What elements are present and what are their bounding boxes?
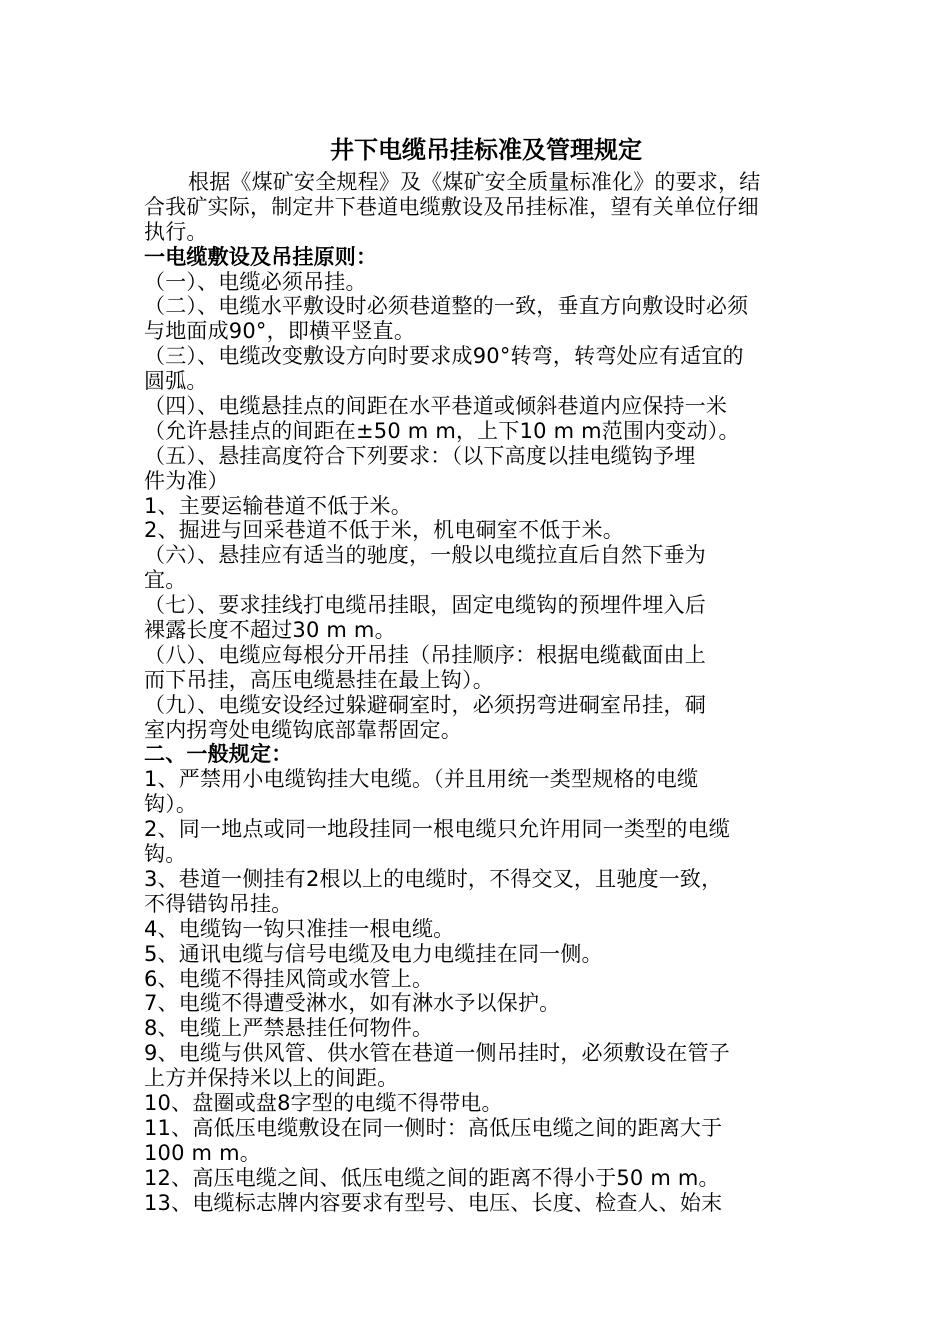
text-line: 钩。 (144, 842, 187, 867)
text-line: （八）、电缆应每根分开吊挂（吊挂顺序：根据电缆截面由上 (144, 642, 706, 667)
document-body (144, 170, 812, 1215)
text-line: 与地面成90°，即横平竖直。 (144, 319, 416, 344)
text-line: 4、电缆钩一钩只准挂一根电缆。 (144, 916, 455, 941)
text-line: 3、巷道一侧挂有2根以上的电缆时，不得交叉，且驰度一致， (144, 866, 723, 891)
text-line: 9、电缆与供风管、供水管在巷道一侧吊挂时，必须敷设在管子 (144, 1041, 730, 1066)
text-line: （五）、悬挂高度符合下列要求：（以下高度以挂电缆钩予埋 (144, 443, 696, 468)
section-heading: 一电缆敷设及吊挂原则： (144, 244, 378, 269)
text-line: （二）、电缆水平敷设时必须巷道整的一致，垂直方向敷设时必须 (144, 294, 749, 319)
text-line: 2、同一地点或同一地段挂同一根电缆只允许用同一类型的电缆 (144, 817, 730, 842)
text-line: 13、电缆标志牌内容要求有型号、电压、长度、检查人、始末 (144, 1190, 723, 1215)
text-line: 7、电缆不得遭受淋水，如有淋水予以保护。 (144, 991, 561, 1016)
text-line: 11、高低压电缆敷设在同一侧时：高低压电缆之间的距离大于 (144, 1115, 723, 1140)
text-line: 圆弧。 (144, 369, 208, 394)
text-line: （三）、电缆改变敷设方向时要求成90°转弯，转弯处应有适宜的 (144, 344, 744, 369)
text-line: 根据《煤矿安全规程》及《煤矿安全质量标准化》的要求，结 (188, 170, 761, 194)
text-line: 上方并保持米以上的间距。 (144, 1066, 399, 1091)
text-line: 而下吊挂，高压电缆悬挂在最上钩）。 (144, 667, 494, 692)
text-line: 钩）。 (144, 792, 198, 817)
text-line: 1、主要运输巷道不低于米。 (144, 493, 412, 518)
text-line: （七）、要求挂线打电缆吊挂眼，固定电缆钩的预埋件埋入后 (144, 593, 706, 618)
text-line: 裸露长度不超过30 m m。 (144, 618, 396, 643)
document-page (144, 130, 812, 1215)
text-line: （四）、电缆悬挂点的间距在水平巷道或倾斜巷道内应保持一米 (144, 394, 728, 419)
text-line: 2、掘进与回采巷道不低于米，机电硐室不低于米。 (144, 518, 624, 543)
text-line: （九）、电缆安设经过躲避硐室时，必须拐弯进硐室吊挂，硐 (144, 692, 706, 717)
text-line: 5、通讯电缆与信号电缆及电力电缆挂在同一侧。 (144, 941, 603, 966)
text-line: 宜。 (144, 568, 187, 593)
text-line: 8、电缆上严禁悬挂任何物件。 (144, 1016, 434, 1041)
text-line: 1、严禁用小电缆钩挂大电缆。（并且用统一类型规格的电缆 (144, 767, 699, 792)
text-line: （一）、电缆必须吊挂。 (144, 269, 367, 294)
section-heading: 二、一般规定： (144, 742, 293, 767)
text-line: （六）、悬挂应有适当的驰度，一般以电缆拉直后自然下垂为 (144, 543, 706, 568)
text-line: 不得错钩吊挂。 (144, 891, 293, 916)
text-line: 件为准） (144, 468, 229, 493)
text-line: 执行。 (144, 219, 208, 244)
text-line: 室内拐弯处电缆钩底部靠帮固定。 (144, 717, 462, 742)
document-title: 井下电缆吊挂标准及管理规定 (330, 136, 642, 164)
text-line: 合我矿实际，制定井下巷道电缆敷设及吊挂标准，望有关单位仔细 (144, 194, 759, 219)
text-line: 10、盘圈或盘8字型的电缆不得带电。 (144, 1090, 503, 1115)
text-line: 12、高压电缆之间、低压电缆之间的距离不得小于50 m m。 (144, 1165, 720, 1190)
text-line: （允许悬挂点的间距在±50 m m，上下10 m m范围内变动）。 (144, 418, 740, 443)
text-line: 100 m m。 (144, 1140, 261, 1165)
text-line: 6、电缆不得挂风筒或水管上。 (144, 966, 434, 991)
